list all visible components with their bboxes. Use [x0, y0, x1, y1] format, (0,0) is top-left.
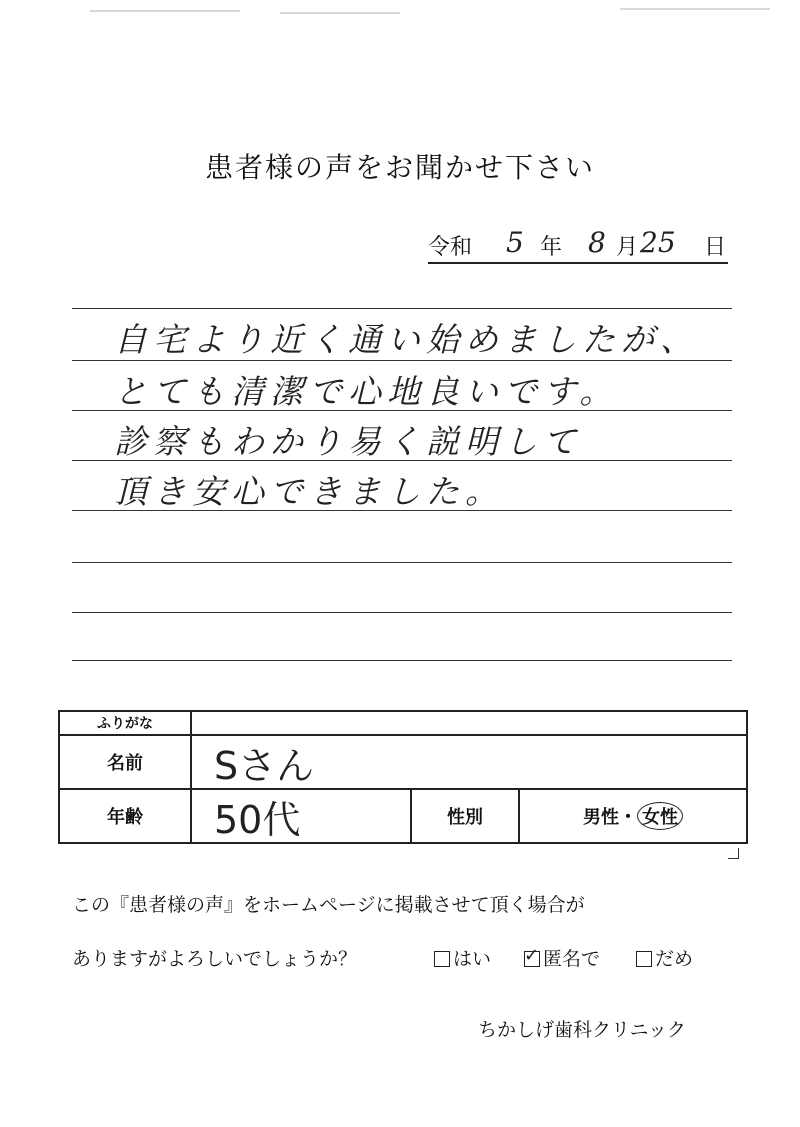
- age-value: 50代: [214, 797, 301, 842]
- clinic-name: ちかしげ歯科クリニック: [478, 1019, 686, 1041]
- gender-options: [520, 790, 746, 842]
- gender-label: 性別: [447, 807, 483, 828]
- gender-separator: ・: [619, 807, 637, 828]
- consent-question-line1: この『患者様の声』をホームページに掲載させて頂く場合が: [72, 894, 585, 916]
- furigana-value: [192, 712, 746, 734]
- scan-artifact: [620, 8, 770, 10]
- date-field: [428, 226, 728, 264]
- comment-line-1: 自宅より近く通い始めましたが、: [114, 320, 699, 359]
- furigana-label: ふりがな: [97, 716, 153, 732]
- checkbox-anonymous: [524, 951, 540, 967]
- patient-info-table: [58, 710, 748, 844]
- consent-question-line2: ありますがよろしいでしょうか？: [72, 948, 358, 970]
- ruled-line: [72, 308, 732, 309]
- corner-mark: [728, 848, 739, 859]
- date-day-value: 25: [640, 226, 676, 259]
- date-month-unit: 月: [616, 235, 639, 260]
- ruled-line: [72, 660, 732, 661]
- comment-line-4: 頂き安心できました。: [114, 472, 504, 511]
- consent-option-anonymous: [524, 944, 600, 971]
- consent-option-no: [636, 944, 693, 971]
- comment-area: [72, 298, 732, 668]
- comment-line-3: 診察もわかり易く説明して: [114, 422, 582, 461]
- checkbox-no: [636, 951, 652, 967]
- date-day-unit: 日: [704, 235, 727, 260]
- date-year-unit: 年: [540, 235, 563, 260]
- name-value: Sさん: [214, 743, 315, 788]
- date-year-value: 5: [506, 226, 524, 259]
- checkbox-yes: [434, 951, 450, 967]
- gender-male: 男性: [583, 807, 619, 828]
- consent-option-anonymous-label: 匿名で: [543, 948, 601, 970]
- name-label: 名前: [107, 753, 143, 774]
- date-month-value: 8: [588, 226, 606, 259]
- gender-female-circled: 女性: [637, 802, 683, 830]
- consent-option-no-label: だめ: [655, 948, 694, 970]
- age-label: 年齢: [107, 807, 143, 828]
- ruled-line: [72, 562, 732, 563]
- form-title: 患者様の声をお聞かせ下さい: [204, 151, 595, 184]
- scan-artifact: [90, 10, 240, 12]
- date-era: 令和: [428, 235, 473, 260]
- consent-option-yes-label: はい: [453, 948, 492, 970]
- ruled-line: [72, 612, 732, 613]
- scan-artifact: [280, 12, 400, 14]
- comment-line-2: とても清潔で心地良いです。: [114, 372, 619, 411]
- consent-option-yes: [434, 944, 491, 971]
